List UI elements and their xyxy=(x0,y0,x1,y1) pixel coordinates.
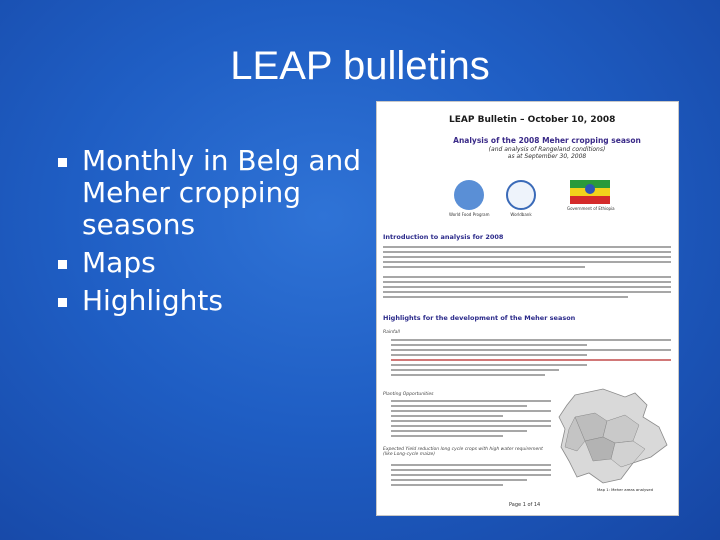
document-subhead: Analysis of the 2008 Meher cropping season xyxy=(453,136,641,145)
worldbank-logo xyxy=(501,180,541,217)
section-heading: Highlights for the development of the Meher season xyxy=(383,314,576,322)
ethiopia-map-icon xyxy=(555,387,671,487)
expected-bullets xyxy=(391,464,551,489)
logo-row xyxy=(449,180,669,220)
document-header: LEAP Bulletin – October 10, 2008 xyxy=(449,115,616,125)
subsection-label: Expected Yield reduction long cycle crops with high water requirement (like Long-cycle maize) xyxy=(383,447,543,457)
star-emblem-icon xyxy=(585,184,595,194)
globe-icon xyxy=(506,180,536,210)
map-caption: Map 1: Meher areas analysed xyxy=(597,487,653,492)
logo-caption: Worldbank xyxy=(510,212,532,217)
body-text-lines xyxy=(383,246,671,301)
bullet-marker-icon xyxy=(58,298,67,307)
subsection-label: Planting Opportunities xyxy=(383,392,434,397)
bullet-list xyxy=(58,145,398,323)
bulletin-document-image xyxy=(377,102,678,515)
wfp-emblem-icon xyxy=(454,180,484,210)
bullet-text: Monthly in Belg and Meher cropping seasons xyxy=(82,144,362,241)
planting-bullets xyxy=(391,400,551,440)
ethiopia-flag xyxy=(567,180,613,211)
bullet-text: Highlights xyxy=(82,284,223,317)
bullet-marker-icon xyxy=(58,158,67,167)
logo-caption: World Food Program xyxy=(449,212,490,217)
flag-icon xyxy=(570,180,610,204)
wfp-logo xyxy=(449,180,489,217)
document-subhead-note xyxy=(427,146,667,160)
section-heading: Introduction to analysis for 2008 xyxy=(383,233,504,241)
bullet-item xyxy=(58,285,398,317)
slide-title: LEAP bulletins xyxy=(230,44,490,88)
page-number: Page 1 of 14 xyxy=(509,502,541,508)
document-subhead-note-line: (and analysis of Rangeland conditions) xyxy=(488,146,606,153)
rainfall-bullets xyxy=(391,339,671,379)
subsection-label: Rainfall xyxy=(383,330,400,335)
document-subhead-note-line: as at September 30, 2008 xyxy=(507,153,587,160)
bullet-item xyxy=(58,145,398,241)
bullet-item xyxy=(58,247,398,279)
bullet-text: Maps xyxy=(82,246,156,279)
logo-caption: Government of Ethiopia xyxy=(567,206,615,211)
bullet-marker-icon xyxy=(58,260,67,269)
